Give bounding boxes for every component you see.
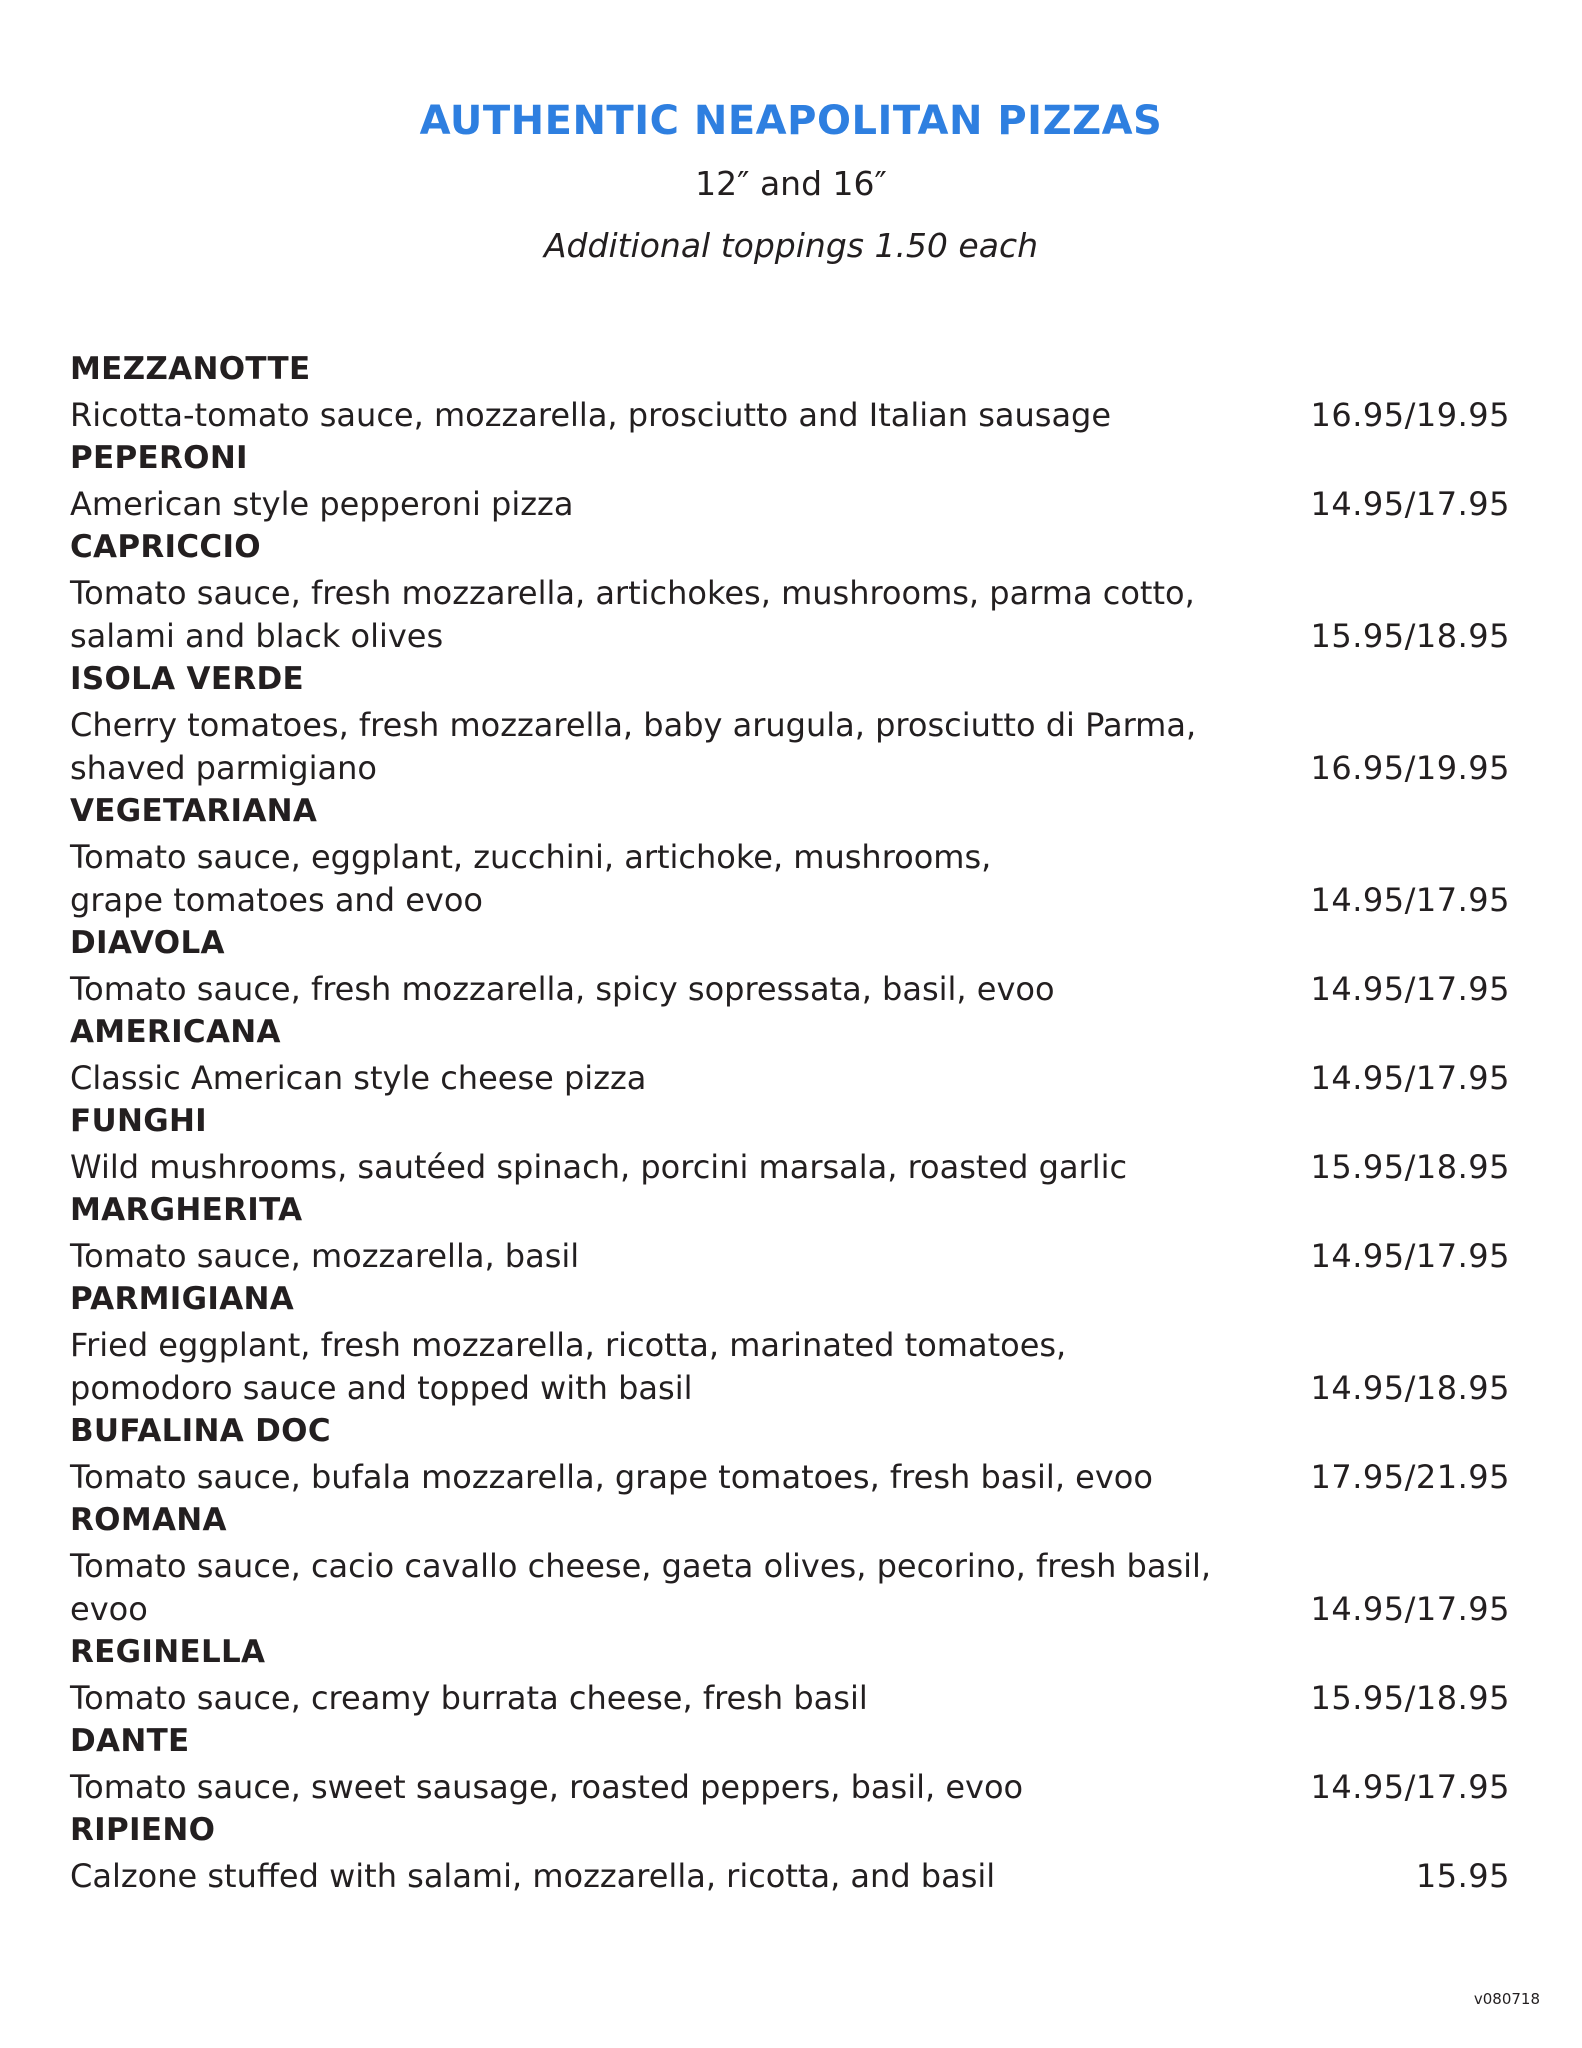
menu-item-body [70,1235,1510,1278]
menu-item-price: 16.95/19.95 [1310,749,1510,787]
menu-item-body [70,1456,1510,1499]
menu-item-name: PEPERONI [70,440,248,476]
menu-item-body [70,968,1510,1011]
menu-item-description: Tomato sauce, sweet sausage, roasted peppers, basil, evoo [70,1768,1024,1806]
menu-item-name: DIAVOLA [70,925,225,961]
menu-item-price: 14.95/17.95 [1310,1059,1510,1097]
menu-item-description: Fried eggplant, fresh mozzarella, ricotta, marinated tomatoes, pomodoro sauce and topped with basil [70,1326,1067,1407]
menu-item-body [70,1766,1510,1809]
menu-item [70,1011,1510,1100]
menu-item [70,658,1510,790]
menu-item-body [70,394,1510,437]
menu-item-name: VEGETARIANA [70,793,318,829]
menu-item [70,1189,1510,1278]
menu-item-name: RIPIENO [70,1812,216,1848]
menu-item-price: 15.95/18.95 [1310,617,1510,655]
menu-item-name: PARMIGIANA [70,1281,295,1317]
menu-item-description: Classic American style cheese pizza [70,1059,647,1097]
menu-item-body [70,483,1510,526]
menu-item-description: Tomato sauce, cacio cavallo cheese, gaeta olives, pecorino, fresh basil, evoo [70,1547,1212,1628]
menu-item-name: MEZZANOTTE [70,351,311,387]
menu-item-price: 14.95/17.95 [1310,1237,1510,1275]
menu-item-description: Tomato sauce, creamy burrata cheese, fresh basil [70,1679,868,1717]
menu-item-description: Tomato sauce, mozzarella, basil [70,1237,580,1275]
menu-item-description: Tomato sauce, eggplant, zucchini, artichoke, mushrooms, grape tomatoes and evoo [70,838,992,919]
menu-item-price: 15.95/18.95 [1310,1679,1510,1717]
menu-item-body [70,1545,1510,1631]
menu-item-description: American style pepperoni pizza [70,485,574,523]
version-code: v080718 [1473,1990,1540,2008]
menu-item-name: CAPRICCIO [70,529,261,565]
menu-item-description: Ricotta-tomato sauce, mozzarella, prosciutto and Italian sausage [70,396,1112,434]
menu-item-body [70,1855,1510,1898]
pizza-menu-list [70,348,1510,1898]
menu-item-body [70,1146,1510,1189]
menu-item [70,1809,1510,1898]
menu-item-price: 14.95/17.95 [1310,881,1510,919]
menu-item-name: DANTE [70,1723,190,1759]
menu-item [70,1499,1510,1631]
menu-item [70,1100,1510,1189]
menu-item-name: ISOLA VERDE [70,661,304,697]
menu-item-body [70,1057,1510,1100]
menu-item-description: Calzone stuffed with salami, mozzarella, ricotta, and basil [70,1857,996,1895]
menu-item-body [70,1677,1510,1720]
menu-item [70,1720,1510,1809]
menu-item-price: 16.95/19.95 [1310,396,1510,434]
pizza-sizes: 12″ and 16″ [695,164,887,203]
menu-item-name: BUFALINA DOC [70,1413,331,1449]
menu-item [70,1631,1510,1720]
menu-title: AUTHENTIC NEAPOLITAN PIZZAS [419,98,1163,144]
menu-item-body [70,704,1510,790]
menu-item-price: 14.95/17.95 [1310,485,1510,523]
menu-item [70,1278,1510,1410]
menu-item-body [70,572,1510,658]
menu-item-description: Tomato sauce, bufala mozzarella, grape tomatoes, fresh basil, evoo [70,1458,1153,1496]
menu-item [70,348,1510,437]
menu-item-price: 15.95/18.95 [1310,1148,1510,1186]
menu-item-price: 14.95/17.95 [1310,970,1510,1008]
menu-item-price: 14.95/18.95 [1310,1369,1510,1407]
menu-item-price: 14.95/17.95 [1310,1768,1510,1806]
menu-item [70,790,1510,922]
menu-item-name: ROMANA [70,1502,227,1538]
menu-item-description: Tomato sauce, fresh mozzarella, spicy sopressata, basil, evoo [70,970,1055,1008]
menu-item-body [70,836,1510,922]
menu-item [70,526,1510,658]
menu-item [70,437,1510,526]
menu-item-name: REGINELLA [70,1634,266,1670]
menu-item-price: 14.95/17.95 [1310,1590,1510,1628]
menu-item-price: 17.95/21.95 [1310,1458,1510,1496]
toppings-note: Additional toppings 1.50 each [543,226,1039,265]
menu-item-name: MARGHERITA [70,1192,303,1228]
menu-item-name: AMERICANA [70,1014,281,1050]
menu-item [70,922,1510,1011]
menu-item-name: FUNGHI [70,1103,208,1139]
menu-item-description: Cherry tomatoes, fresh mozzarella, baby arugula, prosciutto di Parma, shaved parmigiano [70,706,1197,787]
menu-item-price: 15.95 [1415,1857,1510,1895]
menu-item-description: Tomato sauce, fresh mozzarella, artichokes, mushrooms, parma cotto, salami and black olives [70,574,1195,655]
menu-item-body [70,1324,1510,1410]
menu-item [70,1410,1510,1499]
menu-item-description: Wild mushrooms, sautéed spinach, porcini marsala, roasted garlic [70,1148,1128,1186]
